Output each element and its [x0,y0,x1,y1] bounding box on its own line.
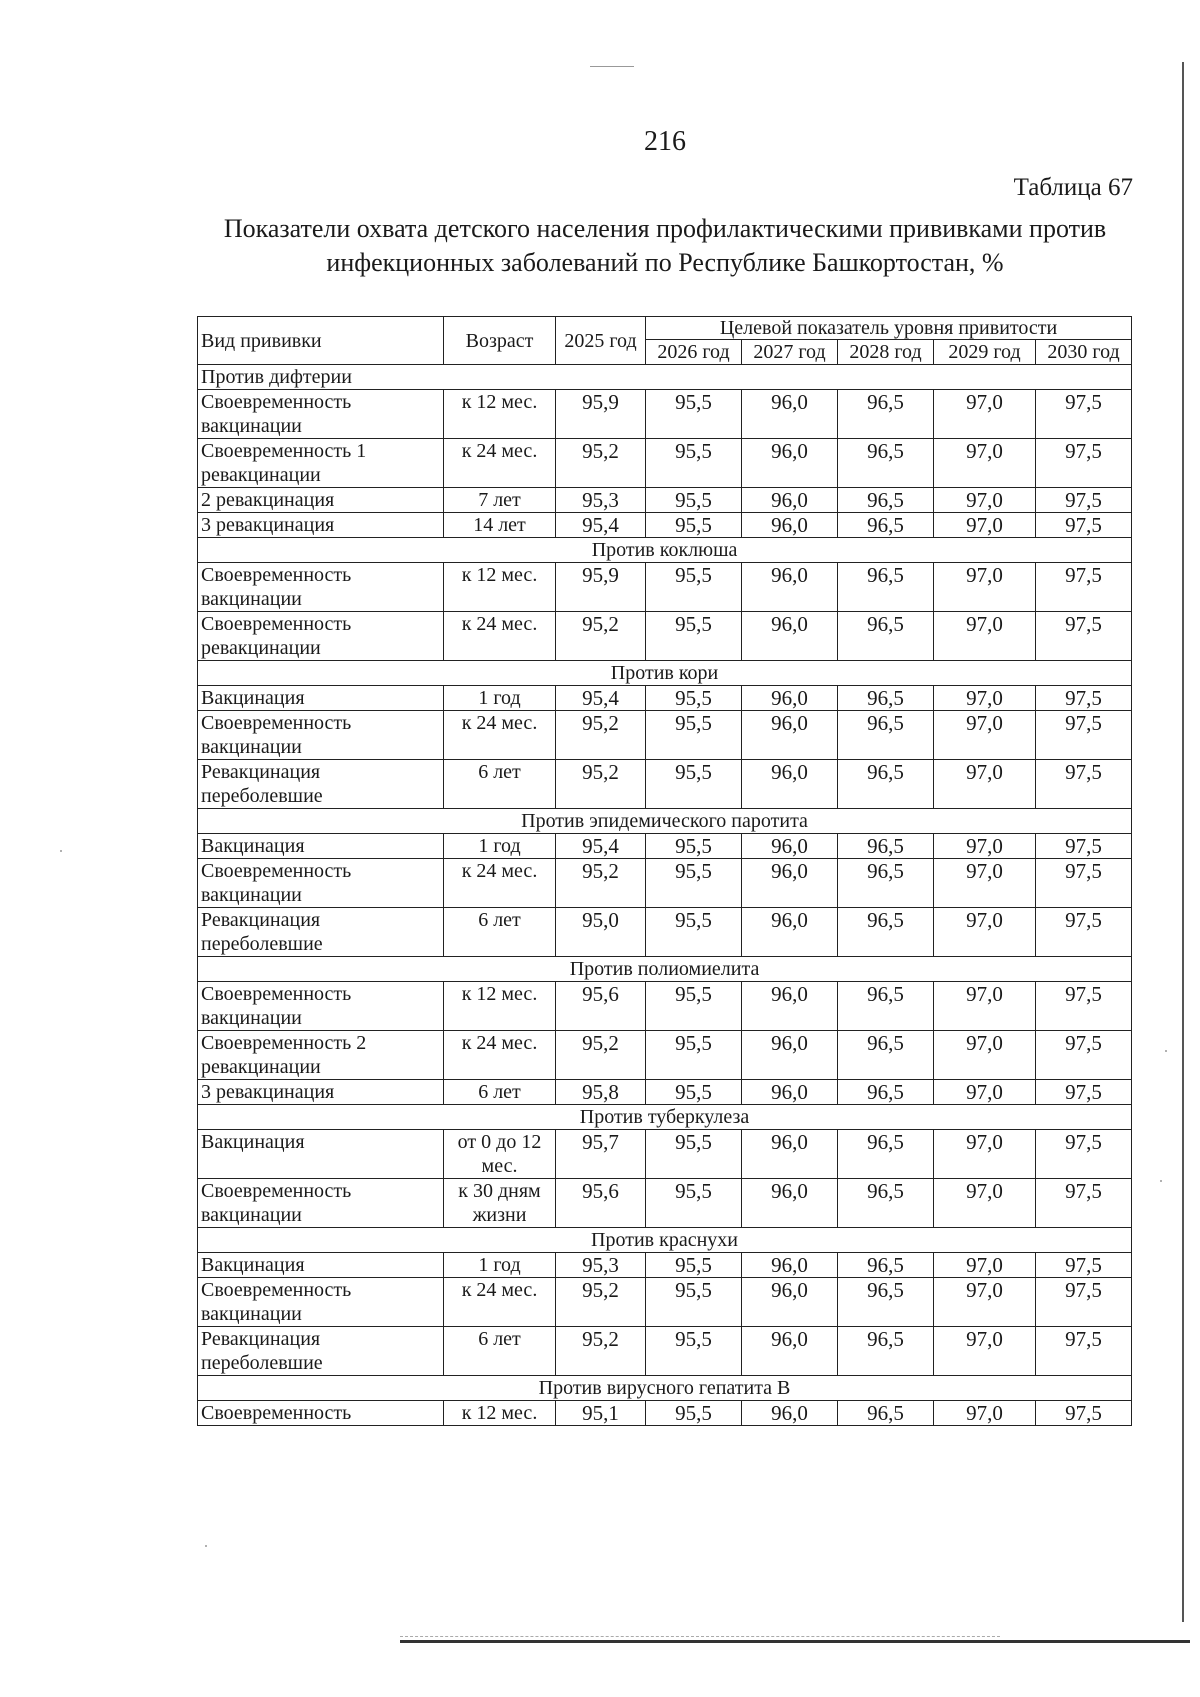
target-value: 97,5 [1036,834,1132,859]
target-value: 96,5 [838,1253,934,1278]
page-number: 216 [644,126,686,157]
vaccination-type: Своевременность [198,1401,444,1426]
target-value: 96,0 [742,1278,838,1327]
target-value: 96,5 [838,488,934,513]
target-value: 96,5 [838,1401,934,1426]
target-value: 96,5 [838,1179,934,1228]
age: к 24 мес. [444,439,556,488]
value-2025: 95,6 [556,1179,646,1228]
section-row [198,809,1132,834]
table-label: Таблица 67 [1013,174,1133,201]
value-2025: 95,8 [556,1080,646,1105]
target-value: 97,5 [1036,1031,1132,1080]
target-value: 96,0 [742,488,838,513]
vaccination-type: Своевременность ревакцинации [198,612,444,661]
table-row [198,760,1132,809]
vaccination-type: Своевременность 1 ревакцинации [198,439,444,488]
age: к 12 мес. [444,390,556,439]
vaccination-type: 3 ревакцинация [198,1080,444,1105]
target-value: 96,0 [742,834,838,859]
target-value: 96,0 [742,982,838,1031]
vaccination-type: 2 ревакцинация [198,488,444,513]
target-value: 97,0 [934,1031,1036,1080]
header-year: 2026 год [646,340,742,365]
header-target-group: Целевой показатель уровня привитости [646,317,1132,340]
vaccination-type: Своевременность вакцинации [198,982,444,1031]
target-value: 96,5 [838,1031,934,1080]
target-value: 97,0 [934,1401,1036,1426]
target-value: 97,5 [1036,686,1132,711]
age: к 24 мес. [444,859,556,908]
target-value: 95,5 [646,1179,742,1228]
table-row [198,488,1132,513]
target-value: 95,5 [646,982,742,1031]
target-value: 96,0 [742,1179,838,1228]
header-year: 2028 год [838,340,934,365]
target-value: 95,5 [646,439,742,488]
vaccination-type: Вакцинация [198,1253,444,1278]
value-2025: 95,1 [556,1401,646,1426]
section-title: Против эпидемического паротита [198,809,1132,834]
vaccination-type: Своевременность вакцинации [198,390,444,439]
table-row [198,982,1132,1031]
target-value: 96,5 [838,513,934,538]
table-row [198,1278,1132,1327]
target-value: 96,0 [742,563,838,612]
target-value: 97,0 [934,1179,1036,1228]
target-value: 97,5 [1036,1401,1132,1426]
target-value: 95,5 [646,686,742,711]
table-row [198,1401,1132,1426]
target-value: 97,5 [1036,908,1132,957]
value-2025: 95,9 [556,390,646,439]
target-value: 95,5 [646,1130,742,1179]
table-row [198,1130,1132,1179]
target-value: 97,0 [934,488,1036,513]
target-value: 95,5 [646,1327,742,1376]
target-value: 97,5 [1036,488,1132,513]
target-value: 96,0 [742,439,838,488]
vaccination-type: Ревакцинация переболевшие [198,1327,444,1376]
vaccination-type: Своевременность вакцинации [198,1278,444,1327]
target-value: 97,0 [934,513,1036,538]
table-row [198,513,1132,538]
table-title: Показатели охвата детского населения профилактическими прививками против инфекционных заболеваний по Республике Башкортостан, % [223,214,1107,277]
table-row [198,834,1132,859]
table-row [198,1253,1132,1278]
header-row-1 [198,317,1132,340]
value-2025: 95,4 [556,686,646,711]
target-value: 95,5 [646,612,742,661]
age: к 12 мес. [444,563,556,612]
target-value: 97,0 [934,760,1036,809]
target-value: 97,5 [1036,563,1132,612]
target-value: 96,0 [742,1327,838,1376]
section-row [198,1105,1132,1130]
age: 7 лет [444,488,556,513]
target-value: 96,0 [742,513,838,538]
target-value: 97,0 [934,711,1036,760]
age: к 24 мес. [444,1278,556,1327]
value-2025: 95,9 [556,563,646,612]
target-value: 96,5 [838,686,934,711]
target-value: 97,0 [934,612,1036,661]
target-value: 95,5 [646,1253,742,1278]
age: к 12 мес. [444,982,556,1031]
target-value: 97,5 [1036,513,1132,538]
table-row [198,612,1132,661]
target-value: 95,5 [646,859,742,908]
scan-mark-top [590,66,634,67]
target-value: 96,0 [742,1031,838,1080]
target-value: 95,5 [646,513,742,538]
section-row [198,661,1132,686]
target-value: 96,5 [838,1278,934,1327]
value-2025: 95,2 [556,859,646,908]
vaccination-type: Своевременность вакцинации [198,859,444,908]
table-row [198,1031,1132,1080]
target-value: 97,5 [1036,1278,1132,1327]
target-value: 97,0 [934,1327,1036,1376]
section-title: Против коклюша [198,538,1132,563]
target-value: 97,5 [1036,612,1132,661]
target-value: 97,5 [1036,1080,1132,1105]
scan-mark-bottom-thin [400,1636,1000,1637]
target-value: 97,0 [934,908,1036,957]
vaccination-type: Своевременность 2 ревакцинации [198,1031,444,1080]
value-2025: 95,0 [556,908,646,957]
target-value: 96,5 [838,1130,934,1179]
age: 6 лет [444,908,556,957]
table-body [198,365,1132,1426]
target-value: 96,0 [742,711,838,760]
target-value: 95,5 [646,1031,742,1080]
target-value: 96,5 [838,982,934,1031]
target-value: 96,5 [838,563,934,612]
scan-speck [205,1545,207,1547]
vaccination-type: Ревакцинация переболевшие [198,908,444,957]
vaccination-type: Своевременность вакцинации [198,1179,444,1228]
age: к 30 дням жизни [444,1179,556,1228]
target-value: 95,5 [646,711,742,760]
section-row [198,1376,1132,1401]
target-value: 96,0 [742,1253,838,1278]
target-value: 97,0 [934,982,1036,1031]
target-value: 97,5 [1036,859,1132,908]
vaccination-type: Своевременность вакцинации [198,711,444,760]
vaccination-coverage-table [197,316,1132,1426]
target-value: 97,5 [1036,760,1132,809]
table-row [198,859,1132,908]
table-row [198,563,1132,612]
value-2025: 95,2 [556,1278,646,1327]
target-value: 97,5 [1036,1130,1132,1179]
target-value: 97,0 [934,686,1036,711]
target-value: 97,5 [1036,439,1132,488]
target-value: 96,5 [838,612,934,661]
age: к 24 мес. [444,1031,556,1080]
value-2025: 95,4 [556,513,646,538]
target-value: 97,0 [934,834,1036,859]
target-value: 96,5 [838,908,934,957]
age: от 0 до 12 мес. [444,1130,556,1179]
value-2025: 95,4 [556,834,646,859]
header-base-year: 2025 год [556,317,646,365]
vaccination-type: Вакцинация [198,834,444,859]
target-value: 97,0 [934,859,1036,908]
age: 1 год [444,834,556,859]
table-row [198,439,1132,488]
target-value: 96,5 [838,390,934,439]
target-value: 97,5 [1036,1253,1132,1278]
target-value: 97,5 [1036,1327,1132,1376]
value-2025: 95,3 [556,1253,646,1278]
section-row [198,538,1132,563]
section-row [198,365,1132,390]
age: к 12 мес. [444,1401,556,1426]
target-value: 95,5 [646,390,742,439]
age: 1 год [444,686,556,711]
target-value: 96,5 [838,834,934,859]
target-value: 95,5 [646,760,742,809]
table-row [198,1080,1132,1105]
target-value: 96,0 [742,859,838,908]
target-value: 96,5 [838,1080,934,1105]
scan-speck [1165,1050,1167,1052]
section-title: Против краснухи [198,1228,1132,1253]
section-title: Против дифтерии [198,365,1132,390]
section-title: Против полиомиелита [198,957,1132,982]
target-value: 96,0 [742,760,838,809]
vaccination-type: Своевременность вакцинации [198,563,444,612]
target-value: 96,5 [838,711,934,760]
target-value: 95,5 [646,1278,742,1327]
target-value: 95,5 [646,834,742,859]
age: к 24 мес. [444,711,556,760]
value-2025: 95,2 [556,1327,646,1376]
scan-edge-bottom [400,1640,1190,1643]
target-value: 97,0 [934,1278,1036,1327]
scan-speck [60,850,62,852]
target-value: 97,5 [1036,982,1132,1031]
target-value: 97,0 [934,439,1036,488]
header-age: Возраст [444,317,556,365]
age: 6 лет [444,1327,556,1376]
value-2025: 95,2 [556,439,646,488]
age: к 24 мес. [444,612,556,661]
value-2025: 95,2 [556,612,646,661]
table-row [198,390,1132,439]
value-2025: 95,2 [556,760,646,809]
header-year: 2029 год [934,340,1036,365]
age: 14 лет [444,513,556,538]
age: 6 лет [444,760,556,809]
target-value: 97,5 [1036,1179,1132,1228]
target-value: 96,5 [838,1327,934,1376]
section-title: Против вирусного гепатита В [198,1376,1132,1401]
age: 6 лет [444,1080,556,1105]
age: 1 год [444,1253,556,1278]
value-2025: 95,7 [556,1130,646,1179]
header-year: 2030 год [1036,340,1132,365]
table-row [198,711,1132,760]
section-row [198,957,1132,982]
target-value: 96,0 [742,612,838,661]
table-row [198,1327,1132,1376]
target-value: 95,5 [646,488,742,513]
section-row [198,1228,1132,1253]
target-value: 96,5 [838,760,934,809]
table-row [198,1179,1132,1228]
target-value: 97,0 [934,390,1036,439]
target-value: 97,0 [934,1080,1036,1105]
target-value: 95,5 [646,1401,742,1426]
table-row [198,908,1132,957]
scan-edge-right [1182,62,1184,1622]
target-value: 95,5 [646,1080,742,1105]
target-value: 97,0 [934,1253,1036,1278]
value-2025: 95,6 [556,982,646,1031]
target-value: 96,0 [742,908,838,957]
target-value: 95,5 [646,908,742,957]
header-year: 2027 год [742,340,838,365]
scan-speck [1160,1180,1162,1182]
header-type: Вид прививки [198,317,444,365]
target-value: 95,5 [646,563,742,612]
target-value: 96,0 [742,1080,838,1105]
target-value: 96,0 [742,1130,838,1179]
vaccination-type: Ревакцинация переболевшие [198,760,444,809]
target-value: 97,5 [1036,390,1132,439]
target-value: 97,5 [1036,711,1132,760]
target-value: 96,0 [742,686,838,711]
section-title: Против кори [198,661,1132,686]
target-value: 97,0 [934,563,1036,612]
value-2025: 95,3 [556,488,646,513]
target-value: 96,0 [742,1401,838,1426]
vaccination-type: Вакцинация [198,686,444,711]
table-row [198,686,1132,711]
target-value: 96,5 [838,439,934,488]
value-2025: 95,2 [556,711,646,760]
target-value: 96,5 [838,859,934,908]
target-value: 97,0 [934,1130,1036,1179]
value-2025: 95,2 [556,1031,646,1080]
section-title: Против туберкулеза [198,1105,1132,1130]
target-value: 96,0 [742,390,838,439]
vaccination-type: 3 ревакцинация [198,513,444,538]
vaccination-type: Вакцинация [198,1130,444,1179]
